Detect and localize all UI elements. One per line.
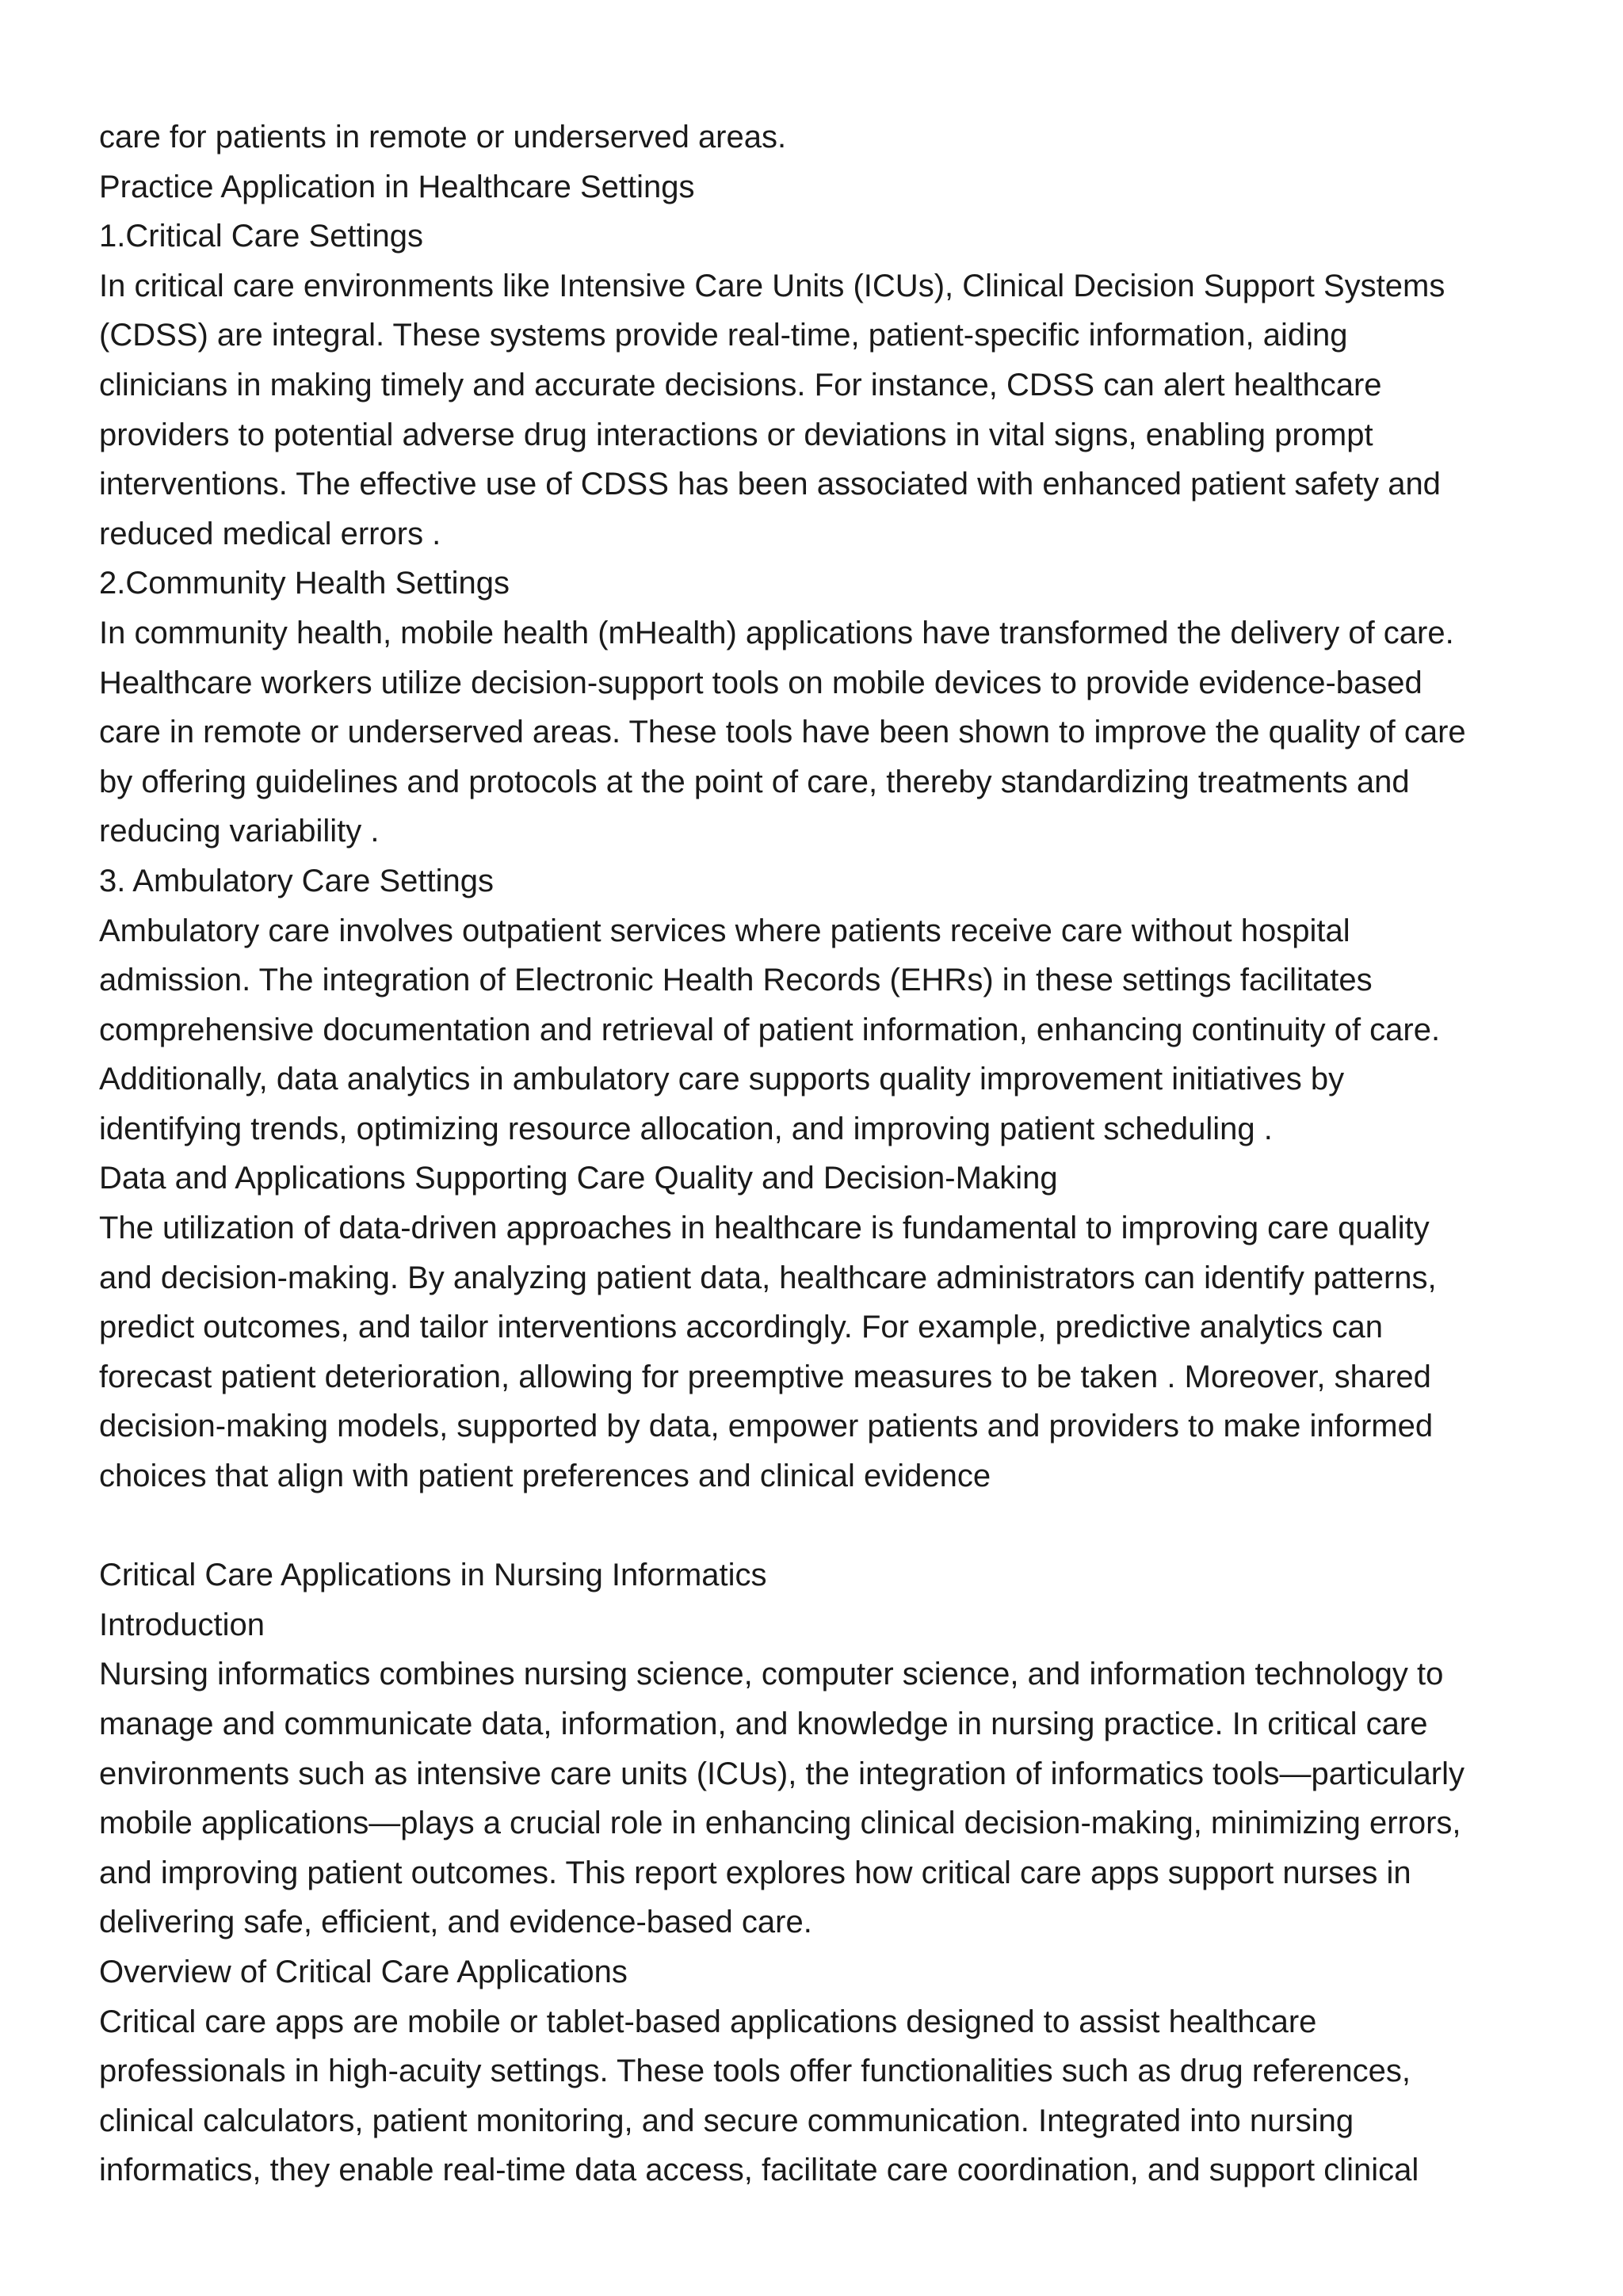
text-line: admission. The integration of Electronic Health Records (EHRs) in these settings facilitates	[99, 963, 1373, 998]
text-line: (CDSS) are integral. These systems provide real-time, patient-specific information, aiding	[99, 318, 1348, 353]
text-line: comprehensive documentation and retrieval of patient information, enhancing continuity of care.	[99, 1012, 1441, 1047]
text-line: by offering guidelines and protocols at the point of care, thereby standardizing treatments and	[99, 764, 1410, 799]
text-line: Ambulatory care involves outpatient services where patients receive care without hospital	[99, 913, 1350, 948]
text-line: Nursing informatics combines nursing science, computer science, and information technology to	[99, 1657, 1444, 1692]
text-line: Additionally, data analytics in ambulatory care supports quality improvement initiatives by	[99, 1062, 1345, 1097]
text-line: Critical care apps are mobile or tablet-based applications designed to assist healthcare	[99, 2004, 1317, 2039]
text-line: reduced medical errors .	[99, 516, 441, 551]
text-line: reducing variability .	[99, 814, 380, 849]
text-line: care in remote or underserved areas. These tools have been shown to improve the quality of care	[99, 715, 1466, 750]
text-line: providers to potential adverse drug interactions or deviations in vital signs, enabling prompt	[99, 417, 1373, 452]
text-line: decision-making models, supported by data, empower patients and providers to make informed	[99, 1409, 1434, 1444]
text-block-practice-application	[99, 113, 1526, 1501]
paragraph-gap	[99, 1501, 1526, 1551]
text-line: and decision-making. By analyzing patient data, healthcare administrators can identify patterns,	[99, 1260, 1437, 1295]
text-line: environments such as intensive care units (ICUs), the integration of informatics tools—particularly	[99, 1756, 1465, 1791]
text-line: delivering safe, efficient, and evidence-based care.	[99, 1905, 812, 1940]
text-line: The utilization of data-driven approaches in healthcare is fundamental to improving care quality	[99, 1211, 1430, 1246]
text-line: mobile applications—plays a crucial role in enhancing clinical decision-making, minimizing errors,	[99, 1806, 1461, 1841]
text-line: Healthcare workers utilize decision-support tools on mobile devices to provide evidence-based	[99, 665, 1423, 700]
text-line: identifying trends, optimizing resource allocation, and improving patient scheduling .	[99, 1111, 1273, 1146]
text-line: clinicians in making timely and accurate decisions. For instance, CDSS can alert healthcare	[99, 367, 1382, 402]
text-line: In community health, mobile health (mHealth) applications have transformed the delivery of care.	[99, 615, 1454, 650]
text-line: clinical calculators, patient monitoring, and secure communication. Integrated into nursing	[99, 2103, 1354, 2138]
text-line: Data and Applications Supporting Care Quality and Decision-Making	[99, 1161, 1058, 1196]
text-line: manage and communicate data, information, and knowledge in nursing practice. In critical care	[99, 1707, 1428, 1741]
text-line: 3. Ambulatory Care Settings	[99, 863, 495, 898]
text-line: Overview of Critical Care Applications	[99, 1954, 628, 1989]
text-line: In critical care environments like Intensive Care Units (ICUs), Clinical Decision Support Systems	[99, 268, 1445, 303]
document-page	[99, 113, 1526, 2195]
text-line: 1.Critical Care Settings	[99, 219, 424, 254]
text-line: forecast patient deterioration, allowing for preemptive measures to be taken . Moreover, shared	[99, 1359, 1431, 1394]
text-line: Introduction	[99, 1607, 265, 1642]
text-line: informatics, they enable real-time data access, facilitate care coordination, and support clinical	[99, 2153, 1419, 2188]
text-line: Practice Application in Healthcare Settings	[99, 169, 695, 204]
text-line: interventions. The effective use of CDSS has been associated with enhanced patient safety and	[99, 467, 1441, 502]
text-line: predict outcomes, and tailor interventions accordingly. For example, predictive analytics can	[99, 1310, 1384, 1345]
text-line: professionals in high-acuity settings. These tools offer functionalities such as drug references,	[99, 2054, 1411, 2089]
text-line: care for patients in remote or underserved areas.	[99, 120, 787, 154]
text-block-critical-care-applications	[99, 1550, 1526, 2195]
text-line: 2.Community Health Settings	[99, 566, 510, 601]
text-line: and improving patient outcomes. This report explores how critical care apps support nurses in	[99, 1855, 1411, 1890]
text-line: choices that align with patient preferences and clinical evidence	[99, 1459, 991, 1494]
text-line: Critical Care Applications in Nursing Informatics	[99, 1558, 767, 1593]
